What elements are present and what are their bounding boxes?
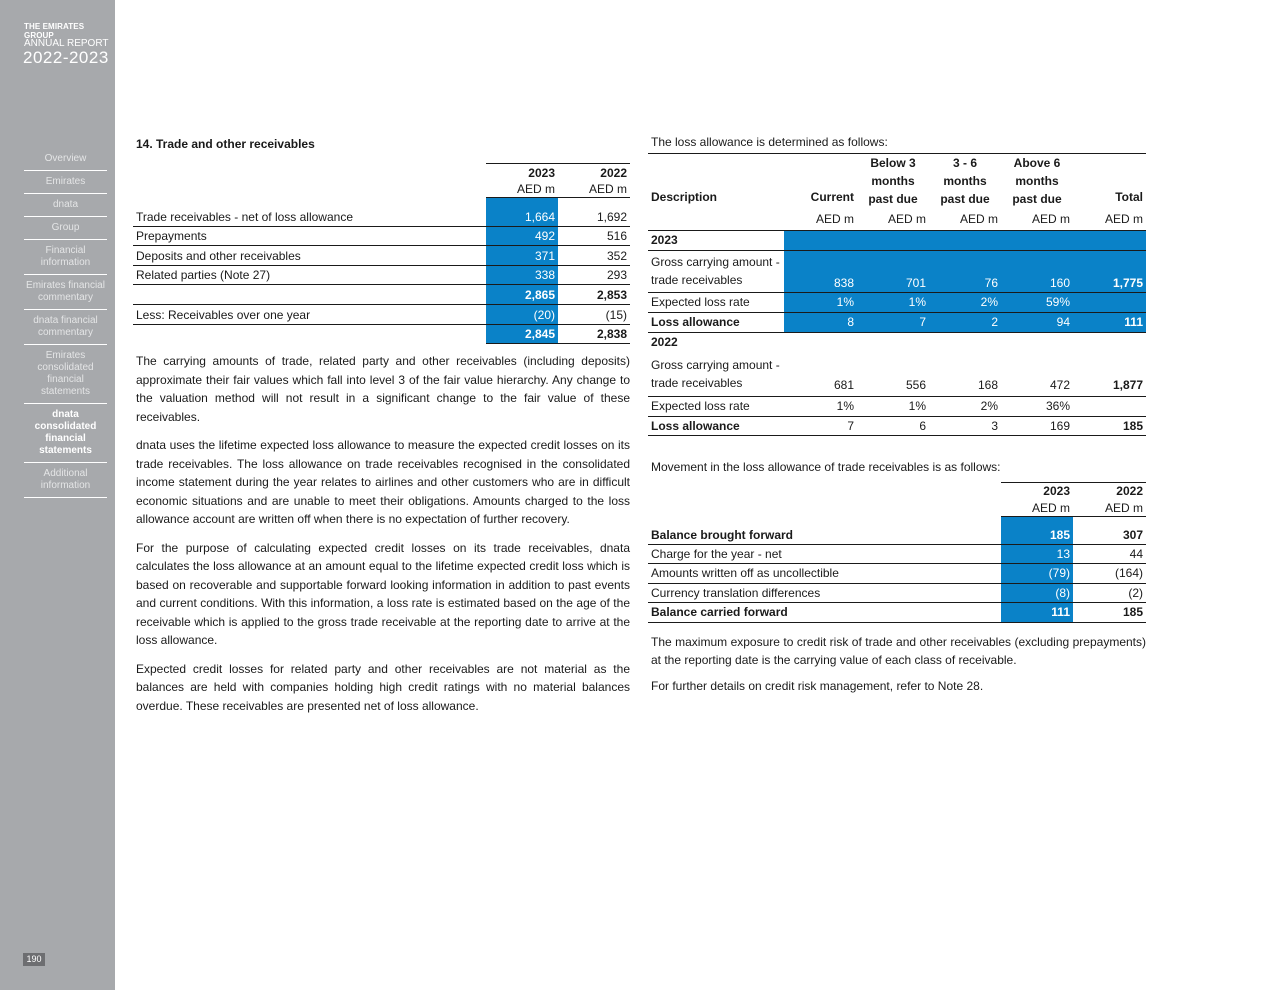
unit-label: AED m <box>929 208 1001 230</box>
rate-row-2022 <box>648 396 1146 416</box>
subtotal-2022: 2,853 <box>558 285 630 305</box>
value-2022: 516 <box>558 227 630 246</box>
right-column <box>648 133 1146 695</box>
row-label <box>133 325 486 344</box>
value-current: 7 <box>784 416 857 435</box>
paragraph-related-party: Expected credit losses for related party and other receivables are not material as the balances are held with companies holding high credit ratings with no material balances overdue. These receivables are presented net of loss allowance. <box>136 661 630 713</box>
total-2023: 2,845 <box>486 325 558 344</box>
row-label: Balance carried forward <box>648 602 1001 622</box>
movement-intro: Movement in the loss allowance of trade receivables is as follows: <box>651 459 1001 474</box>
value-above-6: 160 <box>1001 250 1073 292</box>
loss-allowance-intro: The loss allowance is determined as follows: <box>651 135 888 149</box>
row-label: Loss allowance <box>648 416 784 435</box>
value-2022: (2) <box>1073 583 1146 602</box>
row-label: Gross carrying amount - trade receivables <box>648 352 784 396</box>
brand-report-year: 2022-2023 <box>23 48 109 67</box>
value-total: 185 <box>1073 416 1146 435</box>
value-2022: (15) <box>558 305 630 325</box>
value-current: 8 <box>784 312 857 332</box>
total-row <box>133 325 630 344</box>
table-row <box>133 246 630 266</box>
value-2022: 44 <box>1073 544 1146 563</box>
row-label: Gross carrying amount - trade receivables <box>648 250 784 292</box>
row-label: Currency translation differences <box>648 583 1001 602</box>
value-2023: 185 <box>1001 526 1073 544</box>
col-header-2022: 2022 <box>1073 482 1146 500</box>
col-header-2022: 2022 <box>558 164 630 182</box>
col-header-3-6: 3 - 6 months past due <box>929 154 1001 209</box>
unit-label: AED m <box>1073 208 1146 230</box>
header-row <box>648 154 1146 209</box>
rate-row-2023 <box>648 292 1146 312</box>
value-2022: 1,692 <box>558 208 630 227</box>
nav-item-additional-information[interactable]: Additional information <box>24 463 107 498</box>
section-heading: 14. Trade and other receivables <box>136 137 315 151</box>
unit-label: AED m <box>784 208 857 230</box>
table-row <box>133 208 630 227</box>
row-label: Related parties (Note 27) <box>133 266 486 285</box>
row-label: Trade receivables - net of loss allowance <box>133 208 486 227</box>
unit-label: AED m <box>1001 500 1073 516</box>
paragraph-fair-value: The carrying amounts of trade, related party and other receivables (including deposits) approximate their fair values which fall into level 3 of the fair value hierarchy. Any change to the valuation method will not result in a significant change to the fair value of these receivables. <box>136 354 630 424</box>
value-2023: 1,664 <box>486 208 558 227</box>
row-label: Balance brought forward <box>648 526 1001 544</box>
value-below-3: 1% <box>857 292 929 312</box>
page-number: 190 <box>23 953 45 966</box>
value-total: 111 <box>1073 312 1146 332</box>
table-row <box>133 305 630 325</box>
value-3-6: 3 <box>929 416 1001 435</box>
table-row <box>648 583 1146 602</box>
row-label: Deposits and other receivables <box>133 246 486 266</box>
paragraph-expected-credit-loss: For the purpose of calculating expected credit losses on its trade receivables, dnata calculates the loss allowance at an amount equal to the lifetime expected credit loss which is based on recoverable and supportable forward looking information in addition to past events and current conditions. With this information, a loss rate is estimated based on the age of the receivable which is applied to the gross trade receivable at the reporting date to arrive at the loss allowance. <box>136 540 630 647</box>
value-below-3: 701 <box>857 250 929 292</box>
value-3-6: 2 <box>929 312 1001 332</box>
value-2023: 371 <box>486 246 558 266</box>
col-header-description: Description <box>648 154 784 209</box>
year-row-2023 <box>648 230 1146 250</box>
allowance-row-2022 <box>648 416 1146 435</box>
brand-group-name: THE EMIRATES GROUP <box>24 22 85 40</box>
nav-item-dnata-financial-commentary[interactable]: dnata financial commentary <box>24 310 107 345</box>
value-current: 681 <box>784 352 857 396</box>
nav-item-emirates-consolidated-statements[interactable]: Emirates consolidated financial statements <box>24 345 107 404</box>
year-label: 2023 <box>648 230 784 250</box>
value-below-3: 556 <box>857 352 929 396</box>
col-header-current: Current <box>784 154 857 209</box>
col-header-total: Total <box>1073 154 1146 209</box>
value-2023: 13 <box>1001 544 1073 563</box>
value-2023: (20) <box>486 305 558 325</box>
year-row-2022 <box>648 332 1146 352</box>
value-above-6: 169 <box>1001 416 1073 435</box>
row-label: Amounts written off as uncollectible <box>648 563 1001 583</box>
nav-item-dnata[interactable]: dnata <box>24 194 107 217</box>
table-row <box>648 563 1146 583</box>
unit-label: AED m <box>857 208 929 230</box>
table-row <box>648 544 1146 563</box>
value-above-6: 36% <box>1001 396 1073 416</box>
value-below-3: 6 <box>857 416 929 435</box>
value-2023: 111 <box>1001 602 1073 622</box>
table-row <box>133 227 630 246</box>
value-2022: 307 <box>1073 526 1146 544</box>
row-label: Prepayments <box>133 227 486 246</box>
total-2022: 2,838 <box>558 325 630 344</box>
allowance-row-2023 <box>648 312 1146 332</box>
col-header-above-6: Above 6 months past due <box>1001 154 1073 209</box>
value-2022: 293 <box>558 266 630 285</box>
subtotal-2023: 2,865 <box>486 285 558 305</box>
row-label: Less: Receivables over one year <box>133 305 486 325</box>
col-header-below-3: Below 3 months past due <box>857 154 929 209</box>
paragraph-lifetime-loss: dnata uses the lifetime expected loss allowance to measure the expected credit losses on its trade receivables. The loss allowance on trade receivables recognised in the consolidated income statement during the year relates to airlines and other customers who are in difficult economic situations and are unable to meet their obligations. Amounts charged to the loss allowance account are written off when there is no expectation of further recovery. <box>136 438 630 526</box>
value-total: 1,877 <box>1073 352 1146 396</box>
loss-allowance-table <box>648 153 1146 436</box>
nav-item-emirates[interactable]: Emirates <box>24 171 107 194</box>
value-2022: 352 <box>558 246 630 266</box>
row-label <box>133 285 486 305</box>
value-3-6: 76 <box>929 250 1001 292</box>
value-2023: 492 <box>486 227 558 246</box>
movement-table <box>648 482 1146 623</box>
value-above-6: 94 <box>1001 312 1073 332</box>
table-row <box>133 266 630 285</box>
nav-item-financial-information[interactable]: Financial information <box>24 240 107 275</box>
value-3-6: 2% <box>929 292 1001 312</box>
unit-label: AED m <box>1073 500 1146 516</box>
value-current: 1% <box>784 396 857 416</box>
row-label: Expected loss rate <box>648 396 784 416</box>
nav-item-dnata-consolidated-statements[interactable]: dnata consolidated financial statements <box>24 404 107 463</box>
value-total: 1,775 <box>1073 250 1146 292</box>
value-above-6: 59% <box>1001 292 1073 312</box>
row-label: Loss allowance <box>648 312 784 332</box>
value-below-3: 7 <box>857 312 929 332</box>
unit-label: AED m <box>486 182 558 198</box>
paragraph-further-details: For further details on credit risk management, refer to Note 28. <box>651 678 984 693</box>
section-nav <box>24 148 107 498</box>
brand-report-label: ANNUAL REPORT <box>24 38 109 49</box>
value-2023: (79) <box>1001 563 1073 583</box>
unit-label: AED m <box>1001 208 1073 230</box>
paragraph-max-exposure: The maximum exposure to credit risk of trade and other receivables (excluding prepayments) at the reporting date is the carrying value of each class of receivable. <box>651 634 1146 667</box>
sidebar <box>0 0 115 990</box>
value-2022: (164) <box>1073 563 1146 583</box>
gross-row-2023 <box>648 250 1146 292</box>
col-header-2023: 2023 <box>1001 482 1073 500</box>
value-3-6: 2% <box>929 396 1001 416</box>
unit-label: AED m <box>558 182 630 198</box>
subtotal-row <box>133 285 630 305</box>
table-row <box>648 526 1146 544</box>
nav-item-overview[interactable]: Overview <box>24 148 107 171</box>
value-2023: 338 <box>486 266 558 285</box>
value-below-3: 1% <box>857 396 929 416</box>
value-2023: (8) <box>1001 583 1073 602</box>
row-label: Expected loss rate <box>648 292 784 312</box>
value-current: 838 <box>784 250 857 292</box>
row-label: Charge for the year - net <box>648 544 1001 563</box>
gross-row-2022 <box>648 352 1146 396</box>
value-2022: 185 <box>1073 602 1146 622</box>
table-row <box>648 602 1146 622</box>
value-above-6: 472 <box>1001 352 1073 396</box>
nav-item-group[interactable]: Group <box>24 217 107 240</box>
left-column <box>133 135 630 715</box>
nav-item-emirates-financial-commentary[interactable]: Emirates financial commentary <box>24 275 107 310</box>
value-current: 1% <box>784 292 857 312</box>
unit-row <box>648 208 1146 230</box>
receivables-table <box>133 163 630 344</box>
value-3-6: 168 <box>929 352 1001 396</box>
col-header-2023: 2023 <box>486 164 558 182</box>
year-label: 2022 <box>651 335 678 350</box>
